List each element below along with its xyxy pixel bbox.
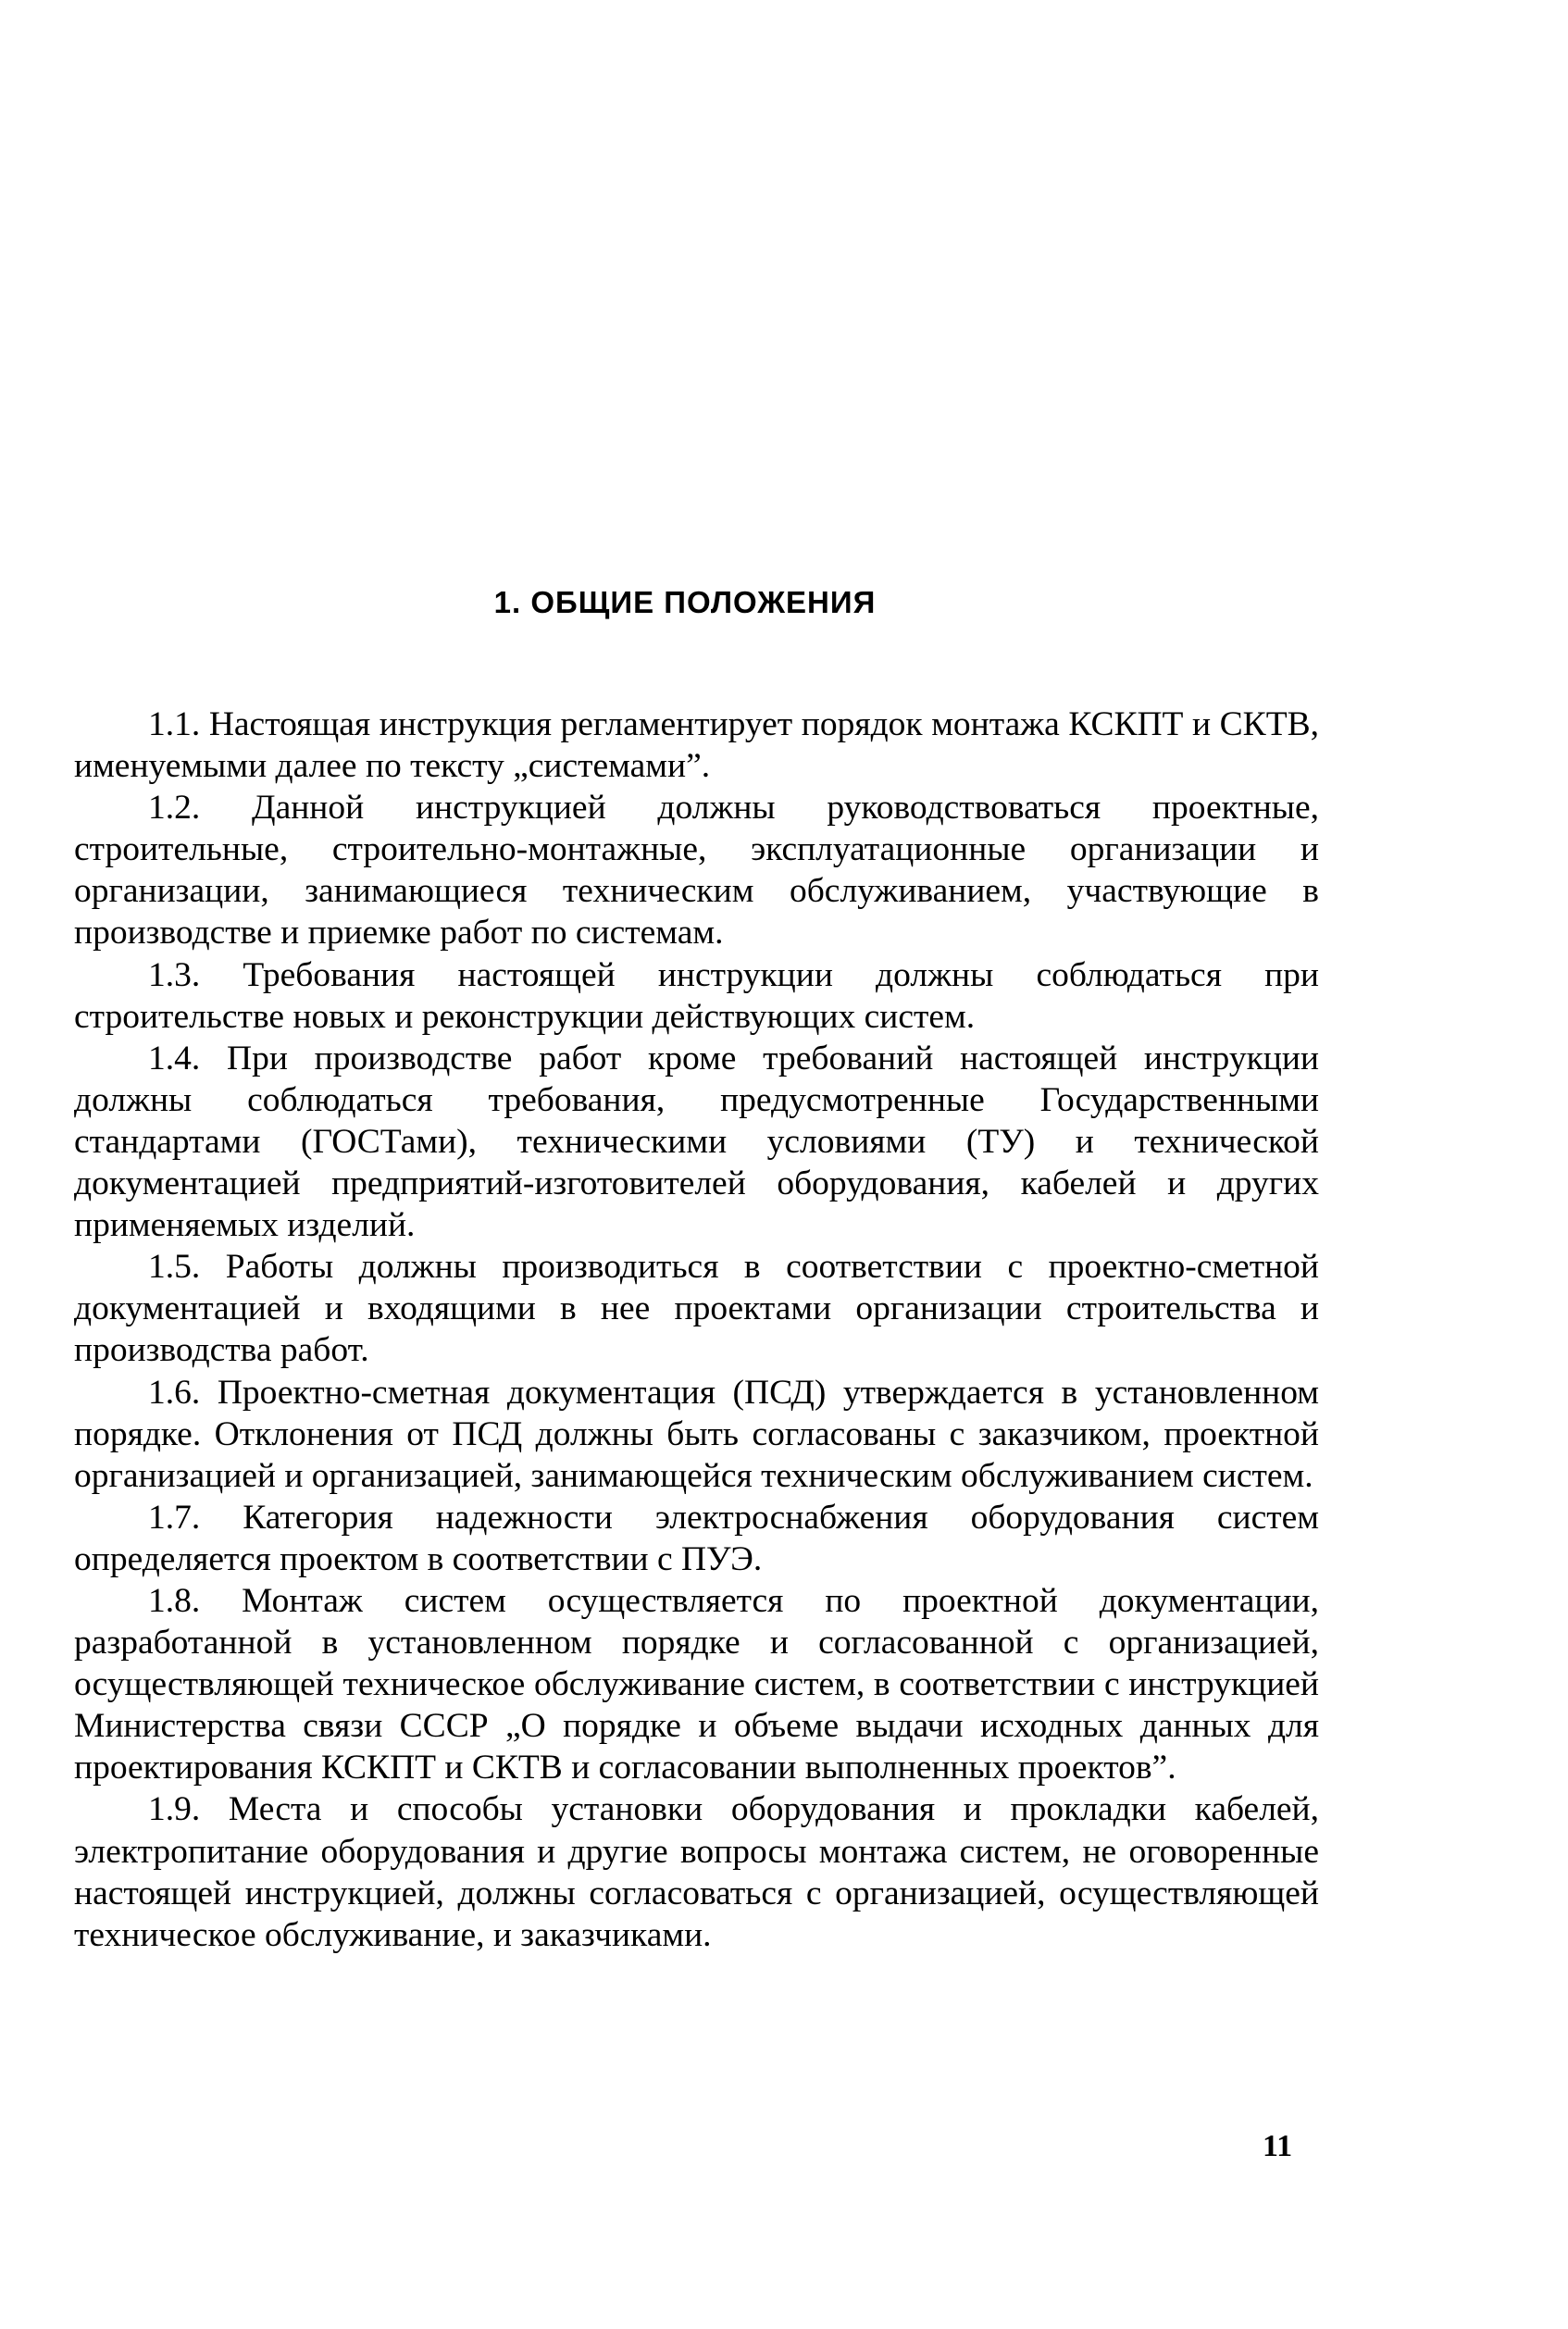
paragraph-1-6: 1.6. Проектно-сметная документация (ПСД) утверждается в установленном порядке. Отклонения от ПСД должны быть согласованы с заказчиком, проектной организацией и организацией, занимающейся техническим обслуживанием систем.: [74, 1373, 1319, 1495]
page-number: 11: [1263, 2129, 1293, 2163]
paragraph-1-2: 1.2. Данной инструкцией должны руководствоваться проектные, строительные, строительно-монтажные, эксплуатационные организации и организации, занимающиеся техническим обслуживанием, участвующие в производстве и приемке работ по системам.: [74, 789, 1319, 953]
paragraph-1-5: 1.5. Работы должны производиться в соответствии с проектно-сметной документацией и входящими в нее проектами организации строительства и производства работ.: [74, 1248, 1319, 1370]
paragraph-1-3: 1.3. Требования настоящей инструкции должны соблюдаться при строительстве новых и реконструкции действующих систем.: [74, 955, 1319, 1036]
paragraph-1-4: 1.4. При производстве работ кроме требований настоящей инструкции должны соблюдаться требования, предусмотренные Государственными стандартами (ГОСТами), техническими условиями (ТУ) и технической документацией предприятий-изготовителей оборудования, кабелей и других применяемых изделий.: [74, 1039, 1319, 1245]
paragraph-1-7: 1.7. Категория надежности электроснабжения оборудования систем определяется проектом в соответствии с ПУЭ.: [74, 1498, 1319, 1578]
paragraph-1-8: 1.8. Монтаж систем осуществляется по проектной документации, разработанной в установленном порядке и согласованной с организацией, осуществляющей техническое обслуживание систем, в соответствии с инструкцией Министерства связи СССР „О порядке и объеме выдачи исходных данных для проектирования КСКПТ и СКТВ и согласовании выполненных проектов”.: [74, 1581, 1319, 1787]
body-text: [74, 704, 1319, 1956]
paragraph-1-9: 1.9. Места и способы установки оборудования и прокладки кабелей, электропитание оборудования и другие вопросы монтажа систем, не оговоренные настоящей инструкцией, должны согласоваться с организацией, осуществляющей техническое обслуживание, и заказчиками.: [74, 1790, 1319, 1954]
paragraph-1-1: 1.1. Настоящая инструкция регламентирует порядок монтажа КСКПТ и СКТВ, именуемыми далее по тексту „системами”.: [74, 705, 1319, 786]
section-title: 1. ОБЩИЕ ПОЛОЖЕНИЯ: [493, 585, 877, 619]
